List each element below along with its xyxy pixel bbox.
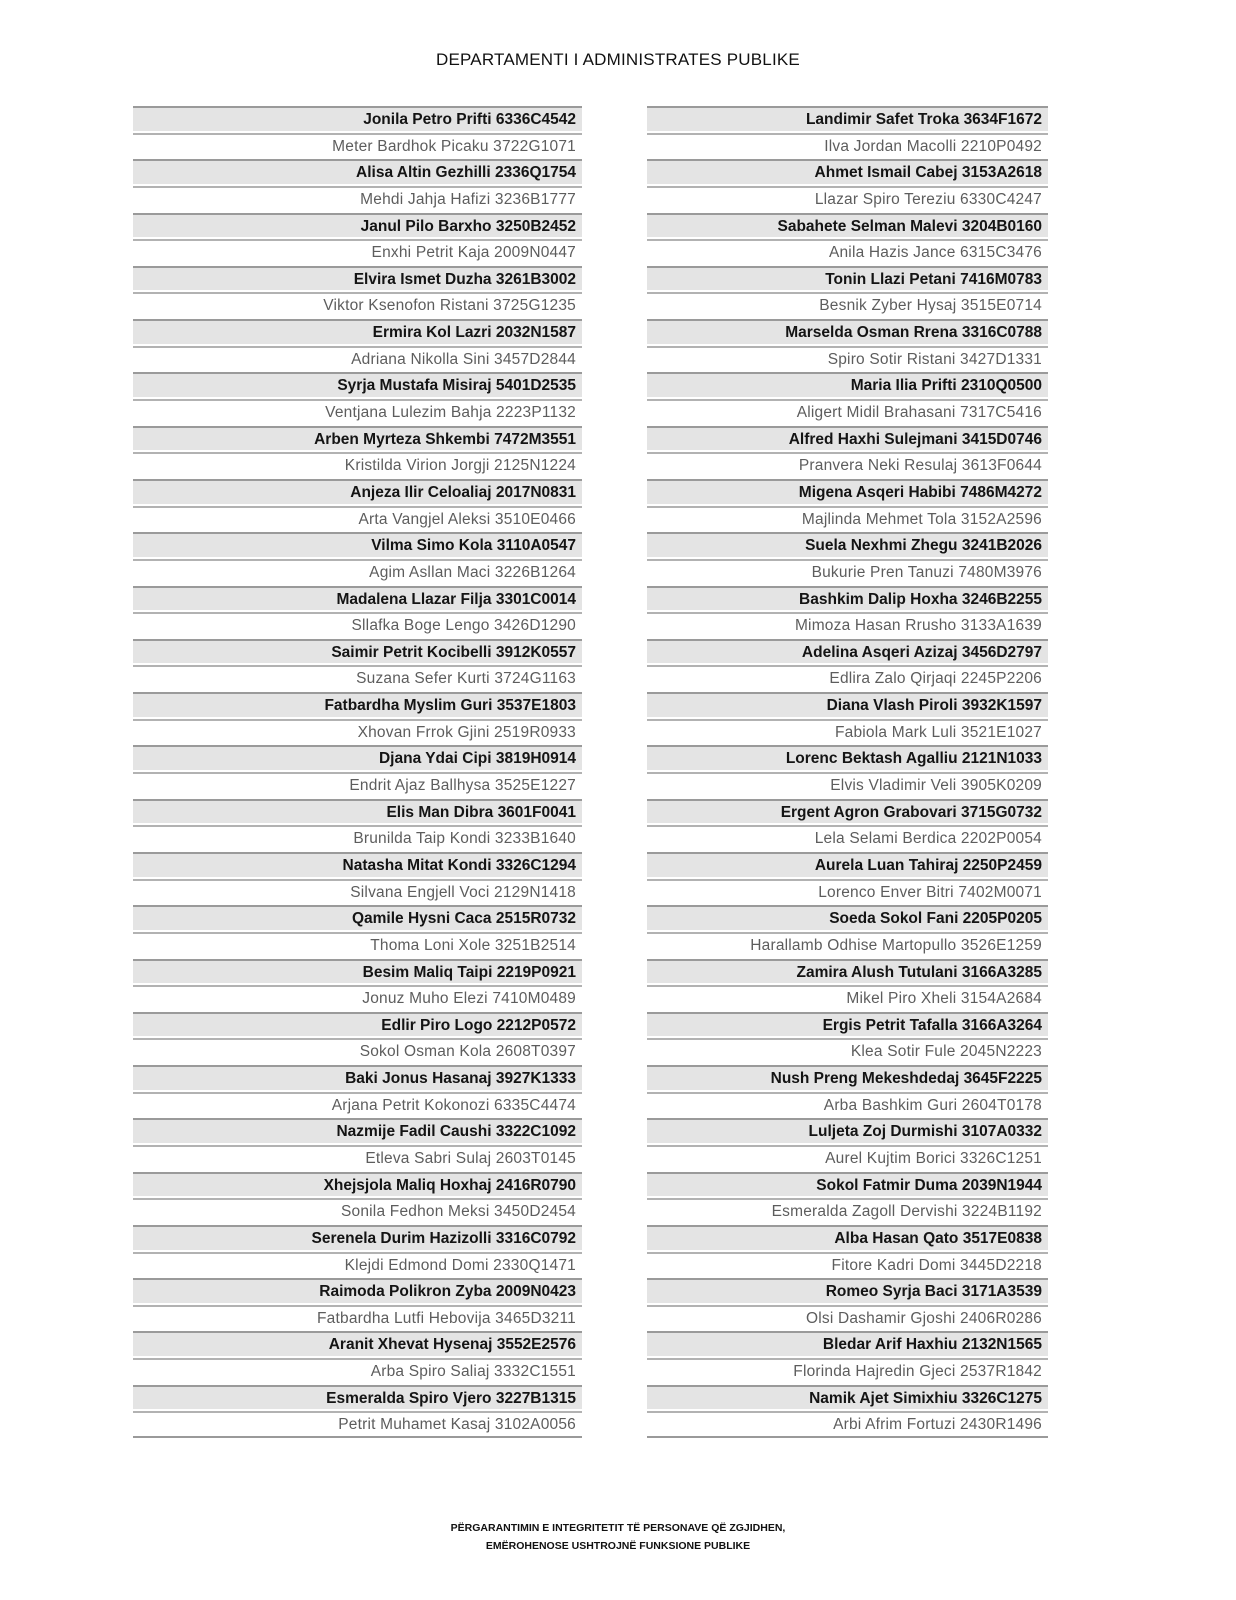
- list-item: Arbi Afrim Fortuzi 2430R1496: [647, 1411, 1048, 1436]
- list-item: Aurel Kujtim Borici 3326C1251: [647, 1145, 1048, 1170]
- list-item: Meter Bardhok Picaku 3722G1071: [133, 133, 582, 158]
- list-item: Ahmet Ismail Cabej 3153A2618: [647, 159, 1048, 184]
- list-item: Saimir Petrit Kocibelli 3912K0557: [133, 639, 582, 664]
- list-item: Vilma Simo Kola 3110A0547: [133, 532, 582, 557]
- list-item: Soeda Sokol Fani 2205P0205: [647, 905, 1048, 930]
- list-item: Besnik Zyber Hysaj 3515E0714: [647, 292, 1048, 317]
- list-item: Arta Vangjel Aleksi 3510E0466: [133, 506, 582, 531]
- list-item: Jonila Petro Prifti 6336C4542: [133, 106, 582, 131]
- list-item: Bukurie Pren Tanuzi 7480M3976: [647, 559, 1048, 584]
- list-item: Ventjana Lulezim Bahja 2223P1132: [133, 399, 582, 424]
- list-item: Arba Bashkim Guri 2604T0178: [647, 1092, 1048, 1117]
- list-item: Lorenc Bektash Agalliu 2121N1033: [647, 745, 1048, 770]
- list-item: Viktor Ksenofon Ristani 3725G1235: [133, 292, 582, 317]
- list-item: Alba Hasan Qato 3517E0838: [647, 1225, 1048, 1250]
- list-item: Kristilda Virion Jorgji 2125N1224: [133, 452, 582, 477]
- list-item: Ergis Petrit Tafalla 3166A3264: [647, 1012, 1048, 1037]
- list-item: Sokol Fatmir Duma 2039N1944: [647, 1172, 1048, 1197]
- list-item: Anjeza Ilir Celoaliaj 2017N0831: [133, 479, 582, 504]
- list-item: Majlinda Mehmet Tola 3152A2596: [647, 506, 1048, 531]
- list-item: Ilva Jordan Macolli 2210P0492: [647, 133, 1048, 158]
- list-item: Bledar Arif Haxhiu 2132N1565: [647, 1331, 1048, 1356]
- list-item: Maria Ilia Prifti 2310Q0500: [647, 372, 1048, 397]
- list-item: Klejdi Edmond Domi 2330Q1471: [133, 1252, 582, 1277]
- list-item: Thoma Loni Xole 3251B2514: [133, 932, 582, 957]
- list-item: Elis Man Dibra 3601F0041: [133, 799, 582, 824]
- list-item: Fitore Kadri Domi 3445D2218: [647, 1252, 1048, 1277]
- list-item: Elvis Vladimir Veli 3905K0209: [647, 772, 1048, 797]
- list-item: Nazmije Fadil Caushi 3322C1092: [133, 1118, 582, 1143]
- list-item: Jonuz Muho Elezi 7410M0489: [133, 985, 582, 1010]
- footer-line-1: PËRGARANTIMIN E INTEGRITETIT TË PERSONAVE QË ZGJIDHEN,: [450, 1522, 786, 1534]
- list-item: Edlira Zalo Qirjaqi 2245P2206: [647, 665, 1048, 690]
- list-item: Namik Ajet Simixhiu 3326C1275: [647, 1385, 1048, 1410]
- divider: [133, 1436, 582, 1438]
- list-item: Anila Hazis Jance 6315C3476: [647, 239, 1048, 264]
- list-item: Sonila Fedhon Meksi 3450D2454: [133, 1198, 582, 1223]
- list-item: Sokol Osman Kola 2608T0397: [133, 1038, 582, 1063]
- right-name-list: [647, 106, 1048, 1438]
- list-item: Aligert Midil Brahasani 7317C5416: [647, 399, 1048, 424]
- list-item: Mikel Piro Xheli 3154A2684: [647, 985, 1048, 1010]
- list-item: Esmeralda Spiro Vjero 3227B1315: [133, 1385, 582, 1410]
- list-item: Baki Jonus Hasanaj 3927K1333: [133, 1065, 582, 1090]
- list-item: Enxhi Petrit Kaja 2009N0447: [133, 239, 582, 264]
- list-item: Bashkim Dalip Hoxha 3246B2255: [647, 586, 1048, 611]
- list-item: Arben Myrteza Shkembi 7472M3551: [133, 426, 582, 451]
- list-item: Arjana Petrit Kokonozi 6335C4474: [133, 1092, 582, 1117]
- list-item: Sabahete Selman Malevi 3204B0160: [647, 213, 1048, 238]
- divider: [647, 1436, 1048, 1438]
- list-item: Edlir Piro Logo 2212P0572: [133, 1012, 582, 1037]
- list-item: Agim Asllan Maci 3226B1264: [133, 559, 582, 584]
- list-item: Adriana Nikolla Sini 3457D2844: [133, 346, 582, 371]
- list-item: Madalena Llazar Filja 3301C0014: [133, 586, 582, 611]
- list-item: Adelina Asqeri Azizaj 3456D2797: [647, 639, 1048, 664]
- page-title: DEPARTAMENTI I ADMINISTRATES PUBLIKE: [436, 50, 800, 69]
- list-item: Harallamb Odhise Martopullo 3526E1259: [647, 932, 1048, 957]
- list-item: Llazar Spiro Tereziu 6330C4247: [647, 186, 1048, 211]
- list-item: Alisa Altin Gezhilli 2336Q1754: [133, 159, 582, 184]
- list-item: Spiro Sotir Ristani 3427D1331: [647, 346, 1048, 371]
- list-item: Xhovan Frrok Gjini 2519R0933: [133, 719, 582, 744]
- left-name-list: [133, 106, 582, 1438]
- list-item: Raimoda Polikron Zyba 2009N0423: [133, 1278, 582, 1303]
- list-item: Lorenco Enver Bitri 7402M0071: [647, 879, 1048, 904]
- list-item: Nush Preng Mekeshdedaj 3645F2225: [647, 1065, 1048, 1090]
- list-item: Pranvera Neki Resulaj 3613F0644: [647, 452, 1048, 477]
- list-item: Klea Sotir Fule 2045N2223: [647, 1038, 1048, 1063]
- list-item: Fabiola Mark Luli 3521E1027: [647, 719, 1048, 744]
- list-item: Aurela Luan Tahiraj 2250P2459: [647, 852, 1048, 877]
- list-item: Aranit Xhevat Hysenaj 3552E2576: [133, 1331, 582, 1356]
- list-item: Esmeralda Zagoll Dervishi 3224B1192: [647, 1198, 1048, 1223]
- footer: [0, 1519, 1236, 1555]
- list-item: Tonin Llazi Petani 7416M0783: [647, 266, 1048, 291]
- list-item: Mehdi Jahja Hafizi 3236B1777: [133, 186, 582, 211]
- list-item: Lela Selami Berdica 2202P0054: [647, 825, 1048, 850]
- list-item: Xhejsjola Maliq Hoxhaj 2416R0790: [133, 1172, 582, 1197]
- list-item: Janul Pilo Barxho 3250B2452: [133, 213, 582, 238]
- list-item: Migena Asqeri Habibi 7486M4272: [647, 479, 1048, 504]
- list-item: Florinda Hajredin Gjeci 2537R1842: [647, 1358, 1048, 1383]
- list-item: Luljeta Zoj Durmishi 3107A0332: [647, 1118, 1048, 1143]
- list-item: Arba Spiro Saliaj 3332C1551: [133, 1358, 582, 1383]
- list-item: Zamira Alush Tutulani 3166A3285: [647, 959, 1048, 984]
- footer-line-2: EMËROHENOSE USHTROJNË FUNKSIONE PUBLIKE: [485, 1540, 751, 1552]
- list-item: Mimoza Hasan Rrusho 3133A1639: [647, 612, 1048, 637]
- list-item: Petrit Muhamet Kasaj 3102A0056: [133, 1411, 582, 1436]
- list-item: Syrja Mustafa Misiraj 5401D2535: [133, 372, 582, 397]
- list-item: Landimir Safet Troka 3634F1672: [647, 106, 1048, 131]
- list-item: Diana Vlash Piroli 3932K1597: [647, 692, 1048, 717]
- list-item: Marselda Osman Rrena 3316C0788: [647, 319, 1048, 344]
- list-item: Fatbardha Myslim Guri 3537E1803: [133, 692, 582, 717]
- list-item: Etleva Sabri Sulaj 2603T0145: [133, 1145, 582, 1170]
- list-item: Ergent Agron Grabovari 3715G0732: [647, 799, 1048, 824]
- list-item: Alfred Haxhi Sulejmani 3415D0746: [647, 426, 1048, 451]
- list-item: Natasha Mitat Kondi 3326C1294: [133, 852, 582, 877]
- list-item: Suzana Sefer Kurti 3724G1163: [133, 665, 582, 690]
- list-item: Qamile Hysni Caca 2515R0732: [133, 905, 582, 930]
- list-item: Elvira Ismet Duzha 3261B3002: [133, 266, 582, 291]
- list-item: Serenela Durim Hazizolli 3316C0792: [133, 1225, 582, 1250]
- list-item: Fatbardha Lutfi Hebovija 3465D3211: [133, 1305, 582, 1330]
- list-item: Romeo Syrja Baci 3171A3539: [647, 1278, 1048, 1303]
- list-item: Djana Ydai Cipi 3819H0914: [133, 745, 582, 770]
- list-item: Silvana Engjell Voci 2129N1418: [133, 879, 582, 904]
- list-item: Olsi Dashamir Gjoshi 2406R0286: [647, 1305, 1048, 1330]
- list-item: Sllafka Boge Lengo 3426D1290: [133, 612, 582, 637]
- list-item: Suela Nexhmi Zhegu 3241B2026: [647, 532, 1048, 557]
- list-item: Ermira Kol Lazri 2032N1587: [133, 319, 582, 344]
- list-item: Endrit Ajaz Ballhysa 3525E1227: [133, 772, 582, 797]
- list-item: Brunilda Taip Kondi 3233B1640: [133, 825, 582, 850]
- list-item: Besim Maliq Taipi 2219P0921: [133, 959, 582, 984]
